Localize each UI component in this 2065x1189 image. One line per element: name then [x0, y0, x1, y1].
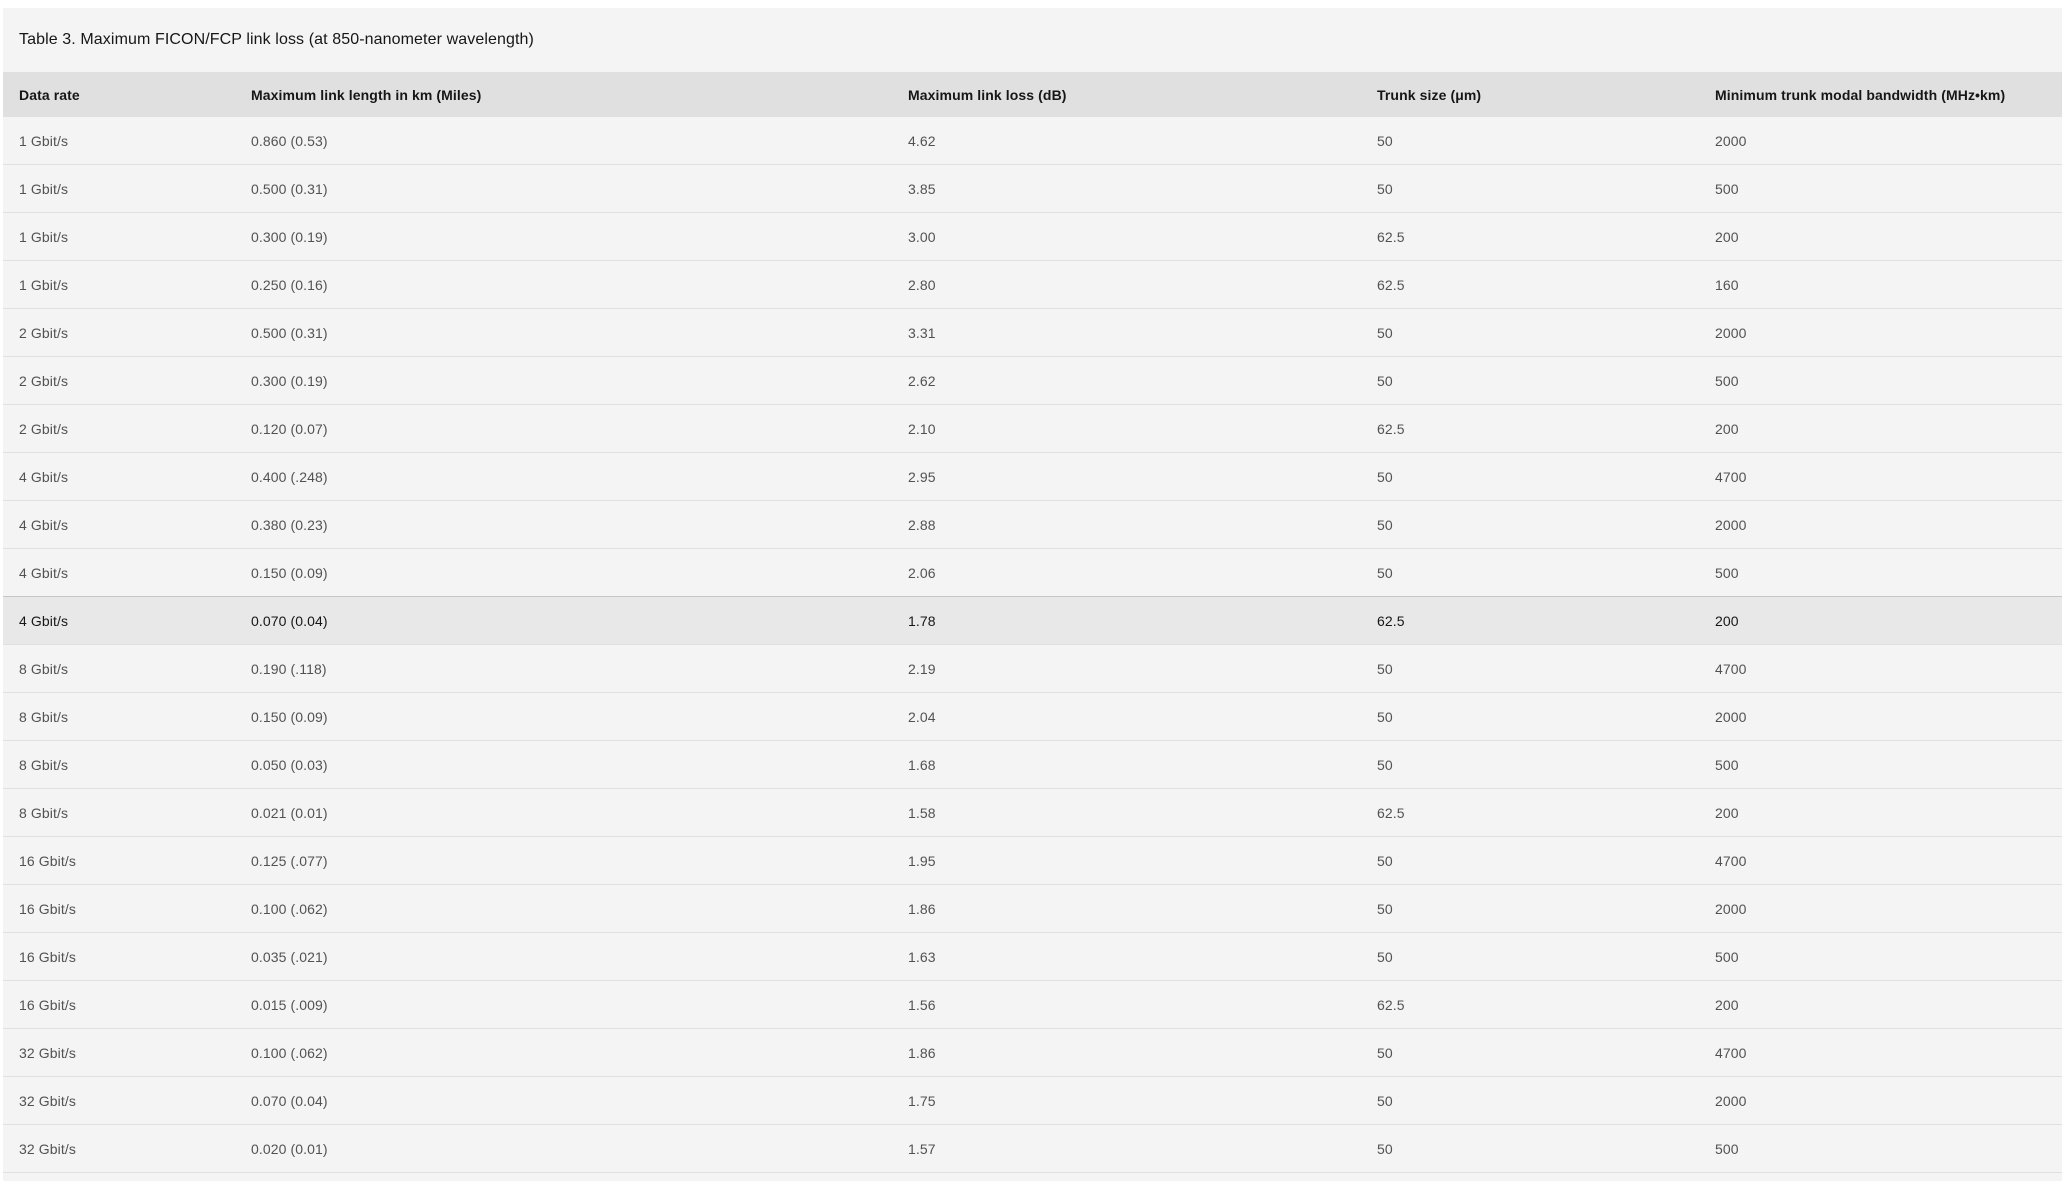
- table-cell: 0.500 (0.31): [235, 309, 892, 357]
- table-cell: 1.78: [892, 597, 1361, 645]
- table-cell: 62.5: [1361, 789, 1699, 837]
- table-cell: 0.015 (.009): [235, 981, 892, 1029]
- table-cell: 50: [1361, 1125, 1699, 1173]
- table-row[interactable]: [3, 549, 2062, 597]
- table-cell: 50: [1361, 885, 1699, 933]
- table-cell: 8 Gbit/s: [3, 789, 235, 837]
- table-row[interactable]: [3, 261, 2062, 309]
- table-cell: 2000: [1699, 309, 2062, 357]
- table-cell: 2000: [1699, 885, 2062, 933]
- table-cell: 16 Gbit/s: [3, 885, 235, 933]
- table-cell: 200: [1699, 405, 2062, 453]
- table-cell: 1.58: [892, 789, 1361, 837]
- table-cell: 500: [1699, 741, 2062, 789]
- table-cell: 2.95: [892, 453, 1361, 501]
- table-cell: 50: [1361, 933, 1699, 981]
- table-row[interactable]: [3, 357, 2062, 405]
- table-cell: 0.100 (.062): [235, 885, 892, 933]
- table-cell: 1.86: [892, 1029, 1361, 1077]
- table-row[interactable]: [3, 1125, 2062, 1173]
- table-cell: 16 Gbit/s: [3, 837, 235, 885]
- table-cell: 2 Gbit/s: [3, 309, 235, 357]
- link-loss-table: [3, 72, 2062, 1173]
- table-cell: 4700: [1699, 1029, 2062, 1077]
- table-cell: 0.100 (.062): [235, 1029, 892, 1077]
- table-row[interactable]: [3, 309, 2062, 357]
- table-cell: 0.070 (0.04): [235, 1077, 892, 1125]
- table-cell: 2.10: [892, 405, 1361, 453]
- table-cell: 1.86: [892, 885, 1361, 933]
- table-cell: 4700: [1699, 837, 2062, 885]
- column-header-min-trunk-modal-bandwidth: Minimum trunk modal bandwidth (MHz•km): [1699, 72, 2062, 117]
- table-cell: 50: [1361, 741, 1699, 789]
- table-cell: 0.150 (0.09): [235, 549, 892, 597]
- table-cell: 2.04: [892, 693, 1361, 741]
- table-cell: 200: [1699, 789, 2062, 837]
- table-cell: 0.190 (.118): [235, 645, 892, 693]
- table-cell: 2 Gbit/s: [3, 357, 235, 405]
- table-row[interactable]: [3, 741, 2062, 789]
- column-header-trunk-size: Trunk size (μm): [1361, 72, 1699, 117]
- table-cell: 50: [1361, 549, 1699, 597]
- table-cell: 0.021 (0.01): [235, 789, 892, 837]
- table-row[interactable]: [3, 645, 2062, 693]
- table-row[interactable]: [3, 117, 2062, 165]
- table-title: Table 3. Maximum FICON/FCP link loss (at 850-nanometer wavelength): [3, 8, 2062, 72]
- table-cell: 8 Gbit/s: [3, 741, 235, 789]
- column-header-max-link-loss: Maximum link loss (dB): [892, 72, 1361, 117]
- table-cell: 16 Gbit/s: [3, 933, 235, 981]
- table-cell: 1.57: [892, 1125, 1361, 1173]
- table-cell: 0.250 (0.16): [235, 261, 892, 309]
- table-cell: 50: [1361, 165, 1699, 213]
- table-cell: 1.95: [892, 837, 1361, 885]
- table-cell: 50: [1361, 1029, 1699, 1077]
- table-cell: 500: [1699, 1125, 2062, 1173]
- table-cell: 2 Gbit/s: [3, 405, 235, 453]
- table-cell: 4 Gbit/s: [3, 453, 235, 501]
- table-cell: 500: [1699, 933, 2062, 981]
- table-cell: 2.06: [892, 549, 1361, 597]
- table-cell: 200: [1699, 213, 2062, 261]
- table-cell: 62.5: [1361, 213, 1699, 261]
- table-cell: 3.85: [892, 165, 1361, 213]
- table-row[interactable]: [3, 933, 2062, 981]
- table-cell: 500: [1699, 549, 2062, 597]
- table-cell: 1 Gbit/s: [3, 261, 235, 309]
- table-row[interactable]: [3, 1077, 2062, 1125]
- table-row[interactable]: [3, 453, 2062, 501]
- table-cell: 4.62: [892, 117, 1361, 165]
- table-cell: 4 Gbit/s: [3, 549, 235, 597]
- table-cell: 200: [1699, 981, 2062, 1029]
- table-cell: 1.68: [892, 741, 1361, 789]
- table-cell: 2.88: [892, 501, 1361, 549]
- table-cell: 500: [1699, 357, 2062, 405]
- table-cell: 2000: [1699, 693, 2062, 741]
- table-cell: 4 Gbit/s: [3, 597, 235, 645]
- data-table-container: [3, 8, 2062, 1181]
- table-cell: 3.00: [892, 213, 1361, 261]
- table-cell: 16 Gbit/s: [3, 981, 235, 1029]
- table-cell: 50: [1361, 357, 1699, 405]
- table-cell: 50: [1361, 309, 1699, 357]
- table-row[interactable]: [3, 693, 2062, 741]
- table-cell: 50: [1361, 117, 1699, 165]
- table-cell: 50: [1361, 1077, 1699, 1125]
- table-row[interactable]: [3, 1029, 2062, 1077]
- table-cell: 62.5: [1361, 405, 1699, 453]
- table-cell: 1.56: [892, 981, 1361, 1029]
- table-cell: 500: [1699, 165, 2062, 213]
- table-cell: 4700: [1699, 453, 2062, 501]
- table-cell: 2000: [1699, 1077, 2062, 1125]
- table-cell: 0.380 (0.23): [235, 501, 892, 549]
- table-cell: 32 Gbit/s: [3, 1029, 235, 1077]
- table-cell: 62.5: [1361, 597, 1699, 645]
- table-row[interactable]: [3, 213, 2062, 261]
- table-cell: 50: [1361, 693, 1699, 741]
- column-header-max-link-length: Maximum link length in km (Miles): [235, 72, 892, 117]
- table-cell: 0.500 (0.31): [235, 165, 892, 213]
- table-cell: 50: [1361, 453, 1699, 501]
- table-cell: 4 Gbit/s: [3, 501, 235, 549]
- table-row[interactable]: [3, 981, 2062, 1029]
- table-cell: 3.31: [892, 309, 1361, 357]
- table-row[interactable]: [3, 165, 2062, 213]
- table-row[interactable]: [3, 837, 2062, 885]
- table-cell: 2.19: [892, 645, 1361, 693]
- table-cell: 4700: [1699, 645, 2062, 693]
- table-cell: 2.62: [892, 357, 1361, 405]
- table-cell: 50: [1361, 837, 1699, 885]
- table-cell: 0.035 (.021): [235, 933, 892, 981]
- table-cell: 0.020 (0.01): [235, 1125, 892, 1173]
- table-row[interactable]: [3, 789, 2062, 837]
- table-cell: 200: [1699, 597, 2062, 645]
- table-cell: 1 Gbit/s: [3, 117, 235, 165]
- table-cell: 2000: [1699, 501, 2062, 549]
- table-cell: 1 Gbit/s: [3, 165, 235, 213]
- table-cell: 32 Gbit/s: [3, 1077, 235, 1125]
- table-cell: 0.120 (0.07): [235, 405, 892, 453]
- table-cell: 0.860 (0.53): [235, 117, 892, 165]
- table-cell: 0.050 (0.03): [235, 741, 892, 789]
- table-cell: 0.400 (.248): [235, 453, 892, 501]
- table-cell: 50: [1361, 645, 1699, 693]
- table-row[interactable]: [3, 885, 2062, 933]
- header-row: [3, 72, 2062, 117]
- table-cell: 0.070 (0.04): [235, 597, 892, 645]
- table-cell: 62.5: [1361, 261, 1699, 309]
- table-cell: 2000: [1699, 117, 2062, 165]
- table-cell: 0.125 (.077): [235, 837, 892, 885]
- table-row[interactable]: [3, 597, 2062, 645]
- table-cell: 160: [1699, 261, 2062, 309]
- table-cell: 2.80: [892, 261, 1361, 309]
- table-cell: 1 Gbit/s: [3, 213, 235, 261]
- table-row[interactable]: [3, 501, 2062, 549]
- table-cell: 1.63: [892, 933, 1361, 981]
- table-cell: 0.300 (0.19): [235, 357, 892, 405]
- table-cell: 0.150 (0.09): [235, 693, 892, 741]
- table-cell: 1.75: [892, 1077, 1361, 1125]
- table-cell: 62.5: [1361, 981, 1699, 1029]
- table-cell: 50: [1361, 501, 1699, 549]
- table-cell: 32 Gbit/s: [3, 1125, 235, 1173]
- table-cell: 0.300 (0.19): [235, 213, 892, 261]
- table-row[interactable]: [3, 405, 2062, 453]
- table-cell: 8 Gbit/s: [3, 693, 235, 741]
- column-header-data-rate: Data rate: [3, 72, 235, 117]
- table-cell: 8 Gbit/s: [3, 645, 235, 693]
